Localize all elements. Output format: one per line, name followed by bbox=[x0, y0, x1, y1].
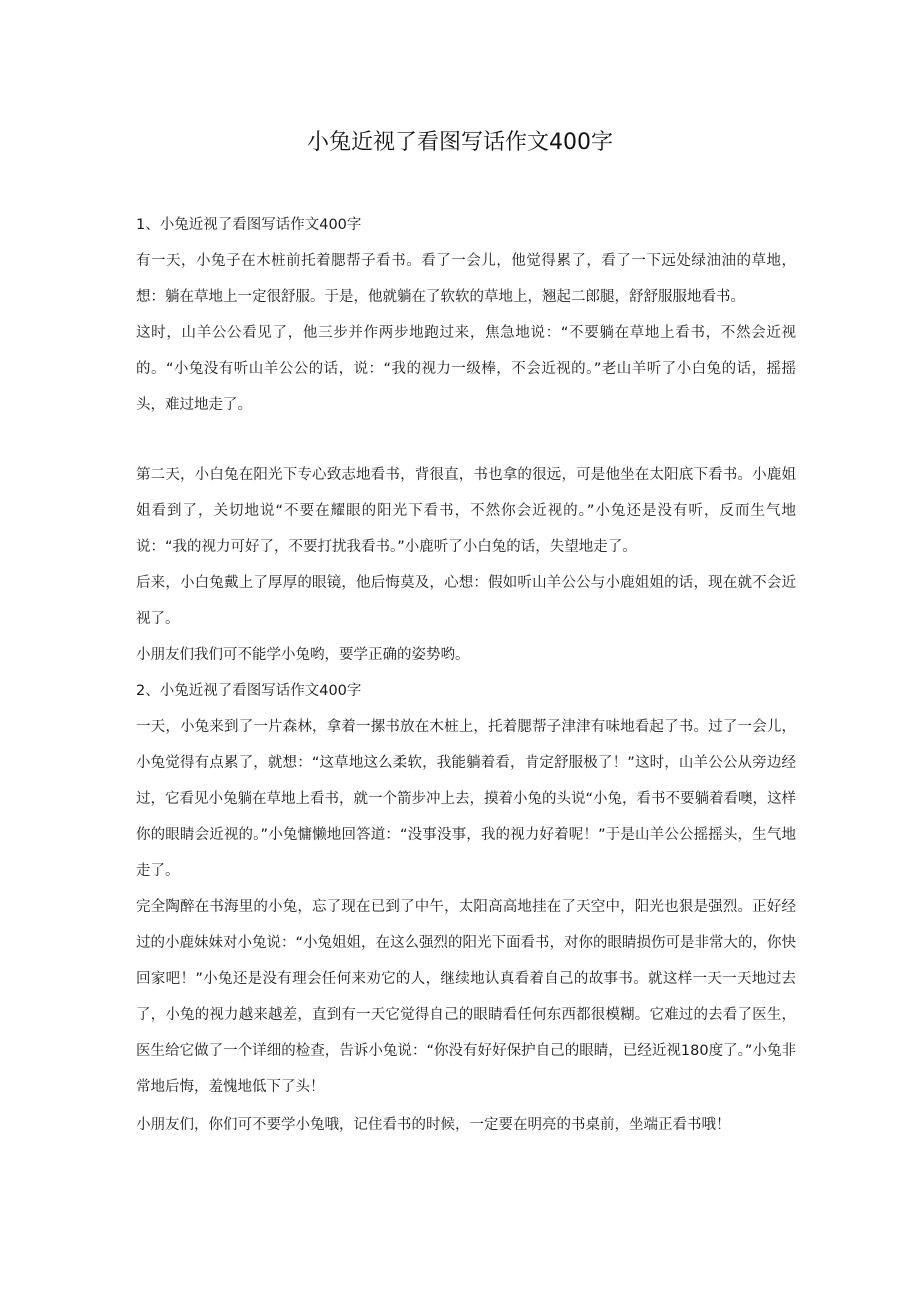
essay-1-paragraph-1: 有一天，小兔子在木桩前托着腮帮子看书。看了一会儿，他觉得累了，看了一下远处绿油油的草地，想：躺在草地上一定很舒服。于是，他就躺在了软软的草地上，翘起二郎腿，舒舒服服地看书。 bbox=[136, 253, 796, 305]
essay-2-paragraph-1: 一天，小兔来到了一片森林，拿着一摞书放在木桩上，托着腮帮子津津有味地看起了书。过了一会儿，小兔觉得有点累了，就想：“这草地这么柔软，我能躺着看，肯定舒服极了！”这时，山羊公公从旁边经过，它看见小兔躺在草地上看书，就一个箭步冲上去，摸着小兔的头说“小兔，看书不要躺着看噢，这样你的眼睛会近视的。”小兔慵懒地回答道：“没事没事，我的视力好着呢！”于是山羊公公摇摇头，生气地走了。 bbox=[136, 719, 797, 879]
essay-1-paragraph-5: 小朋友们我们可不能学小兔哟，要学正确的姿势哟。 bbox=[136, 647, 470, 663]
essay-1-heading: 1、小兔近视了看图写话作文400字 bbox=[136, 217, 362, 233]
essay-1-paragraph-4: 后来，小白兔戴上了厚厚的眼镜，他后悔莫及，心想：假如听山羊公公与小鹿姐姐的话，现在就不会近视了。 bbox=[136, 575, 796, 627]
essay-2-paragraph-2: 完全陶醉在书海里的小兔，忘了现在已到了中午，太阳高高地挂在了天空中，阳光也狠是强烈。正好经过的小鹿妹妹对小兔说：“小兔姐姐，在这么强烈的阳光下面看书，对你的眼睛损伤可是非常大的，你快回家吧！”小兔还是没有理会任何来劝它的人，继续地认真看着自己的故事书。就这样一天一天地过去了，小兔的视力越来越差，直到有一天它觉得自己的眼睛看任何东西都很模糊。它难过的去看了医生，医生给它做了一个详细的检查，告诉小兔说：“你没有好好保护自己的眼睛，已经近视180度了。”小兔非常地后悔，羞愧地低下了头！ bbox=[136, 899, 797, 1095]
document-title: 小兔近视了看图写话作文400字 bbox=[307, 130, 613, 155]
essay-2-heading: 2、小兔近视了看图写话作文400字 bbox=[136, 683, 362, 699]
essay-1-paragraph-3: 第二天，小白兔在阳光下专心致志地看书，背很直，书也拿的很远，可是他坐在太阳底下看书。小鹿姐姐看到了，关切地说“不要在耀眼的阳光下看书，不然你会近视的。”小兔还是没有听，反而生气地说：“我的视力可好了，不要打扰我看书。”小鹿听了小白兔的话，失望地走了。 bbox=[136, 467, 796, 555]
essay-1-paragraph-2: 这时，山羊公公看见了，他三步并作两步地跑过来，焦急地说：“不要躺在草地上看书，不然会近视的。“小兔没有听山羊公公的话，说：“我的视力一级棒，不会近视的。”老山羊听了小白兔的话，摇摇头，难过地走了。 bbox=[136, 325, 796, 413]
paragraph-spacer bbox=[136, 423, 796, 457]
document-body bbox=[136, 207, 796, 1143]
essay-2-paragraph-3: 小朋友们，你们可不要学小兔哦，记住看书的时候，一定要在明亮的书桌前，坐端正看书哦！ bbox=[136, 1117, 731, 1133]
